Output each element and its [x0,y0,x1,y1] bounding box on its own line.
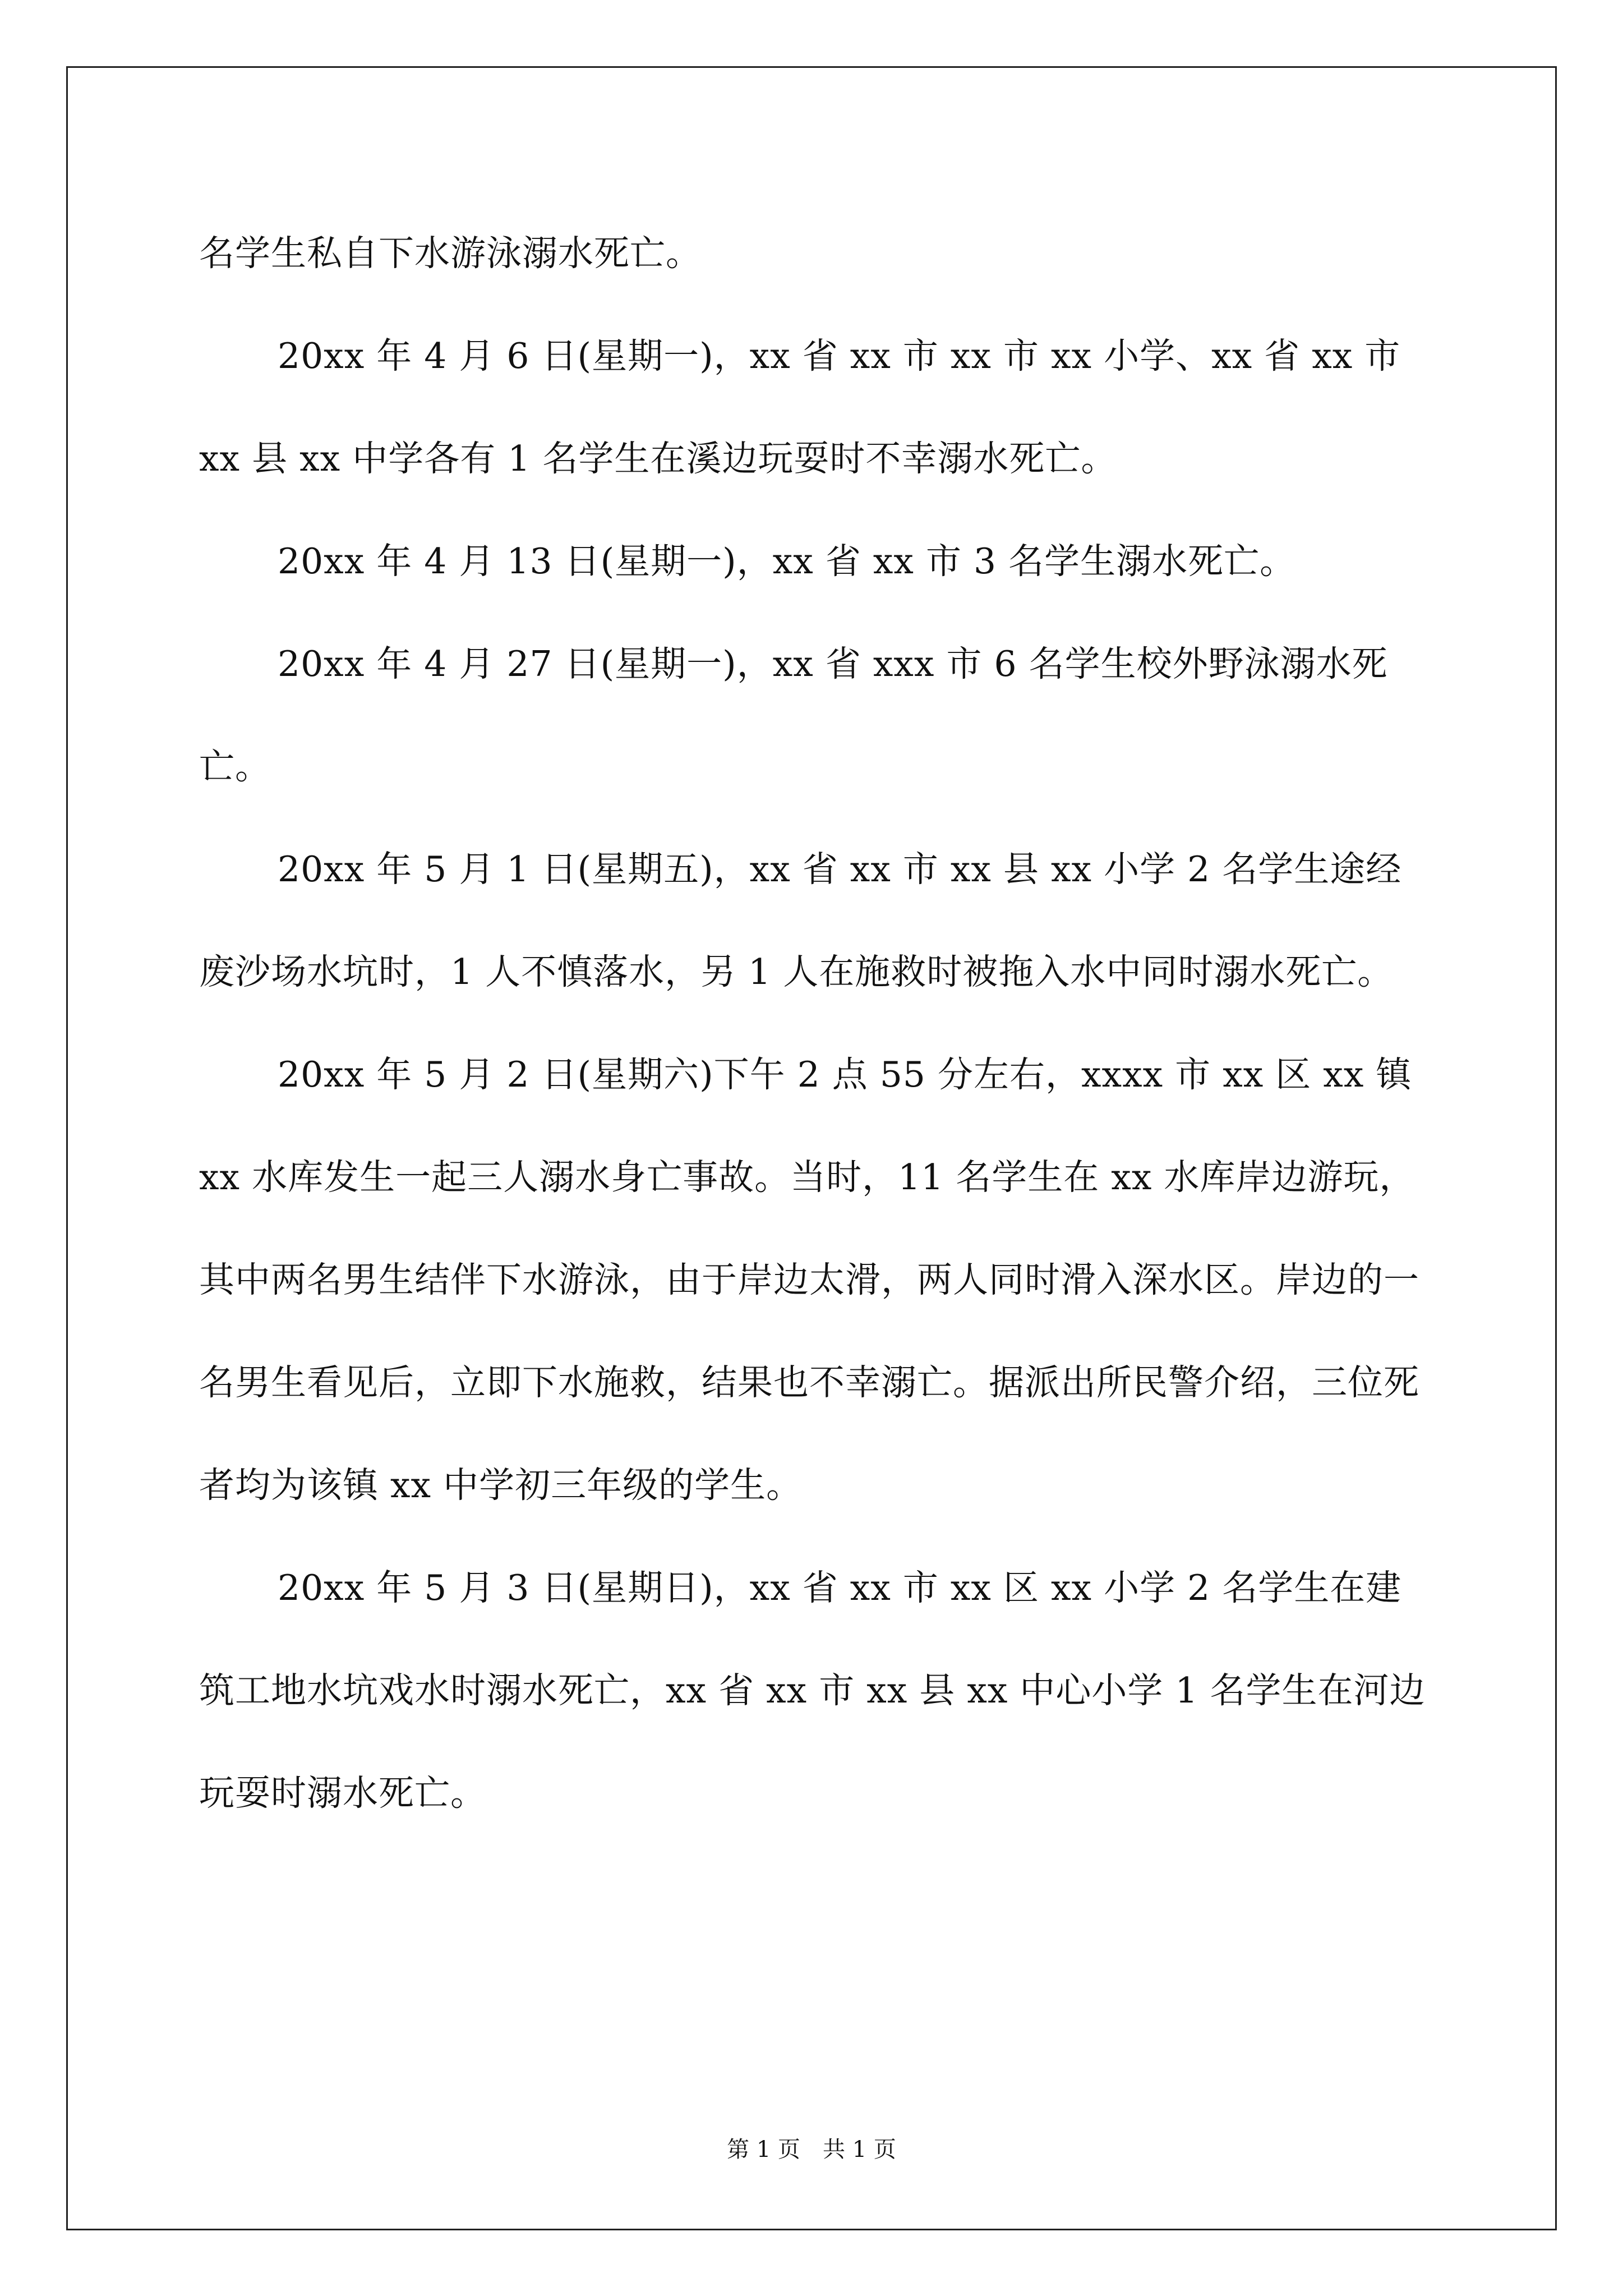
paragraph: 20xx 年 5 月 2 日(星期六)下午 2 点 55 分左右，xxxx 市 xx 区 xx 镇 xx 水库发生一起三人溺水身亡事故。当时，11 名学生在 xx 水库岸边游玩，其中两名男生结伴下水游泳，由于岸边太滑，两人同时滑入深水区。岸边的一名男生看见后，立即下水施救，结果也不幸溺亡。据派出所民警介绍，三位死者均为该镇 xx 中学初三年级的学生。 [199,1054,1419,1506]
paragraph: 20xx 年 4 月 27 日(星期一)，xx 省 xxx 市 6 名学生校外野泳溺水死亡。 [199,643,1388,787]
paragraph-continuation: 名学生私自下水游泳溺水死亡。 [199,233,702,274]
paragraph: 20xx 年 5 月 1 日(星期五)，xx 省 xx 市 xx 县 xx 小学 2 名学生途经废沙场水坑时，1 人不慎落水，另 1 人在施救时被拖入水中同时溺水死亡。 [199,849,1402,992]
paragraph: 20xx 年 4 月 13 日(星期一)，xx 省 xx 市 3 名学生溺水死亡。 [278,541,1296,582]
paragraph: 20xx 年 4 月 6 日(星期一)，xx 省 xx 市 xx 市 xx 小学、xx 省 xx 市 xx 县 xx 中学各有 1 名学生在溪边玩耍时不幸溺水死亡。 [199,335,1401,479]
document-body [199,202,1433,1844]
page-number-footer: 第 1 页 共 1 页 [727,2137,896,2162]
paragraph: 20xx 年 5 月 3 日(星期日)，xx 省 xx 市 xx 区 xx 小学 2 名学生在建筑工地水坑戏水时溺水死亡，xx 省 xx 市 xx 县 xx 中心小学 1 名学生在河边玩耍时溺水死亡。 [199,1567,1426,1814]
